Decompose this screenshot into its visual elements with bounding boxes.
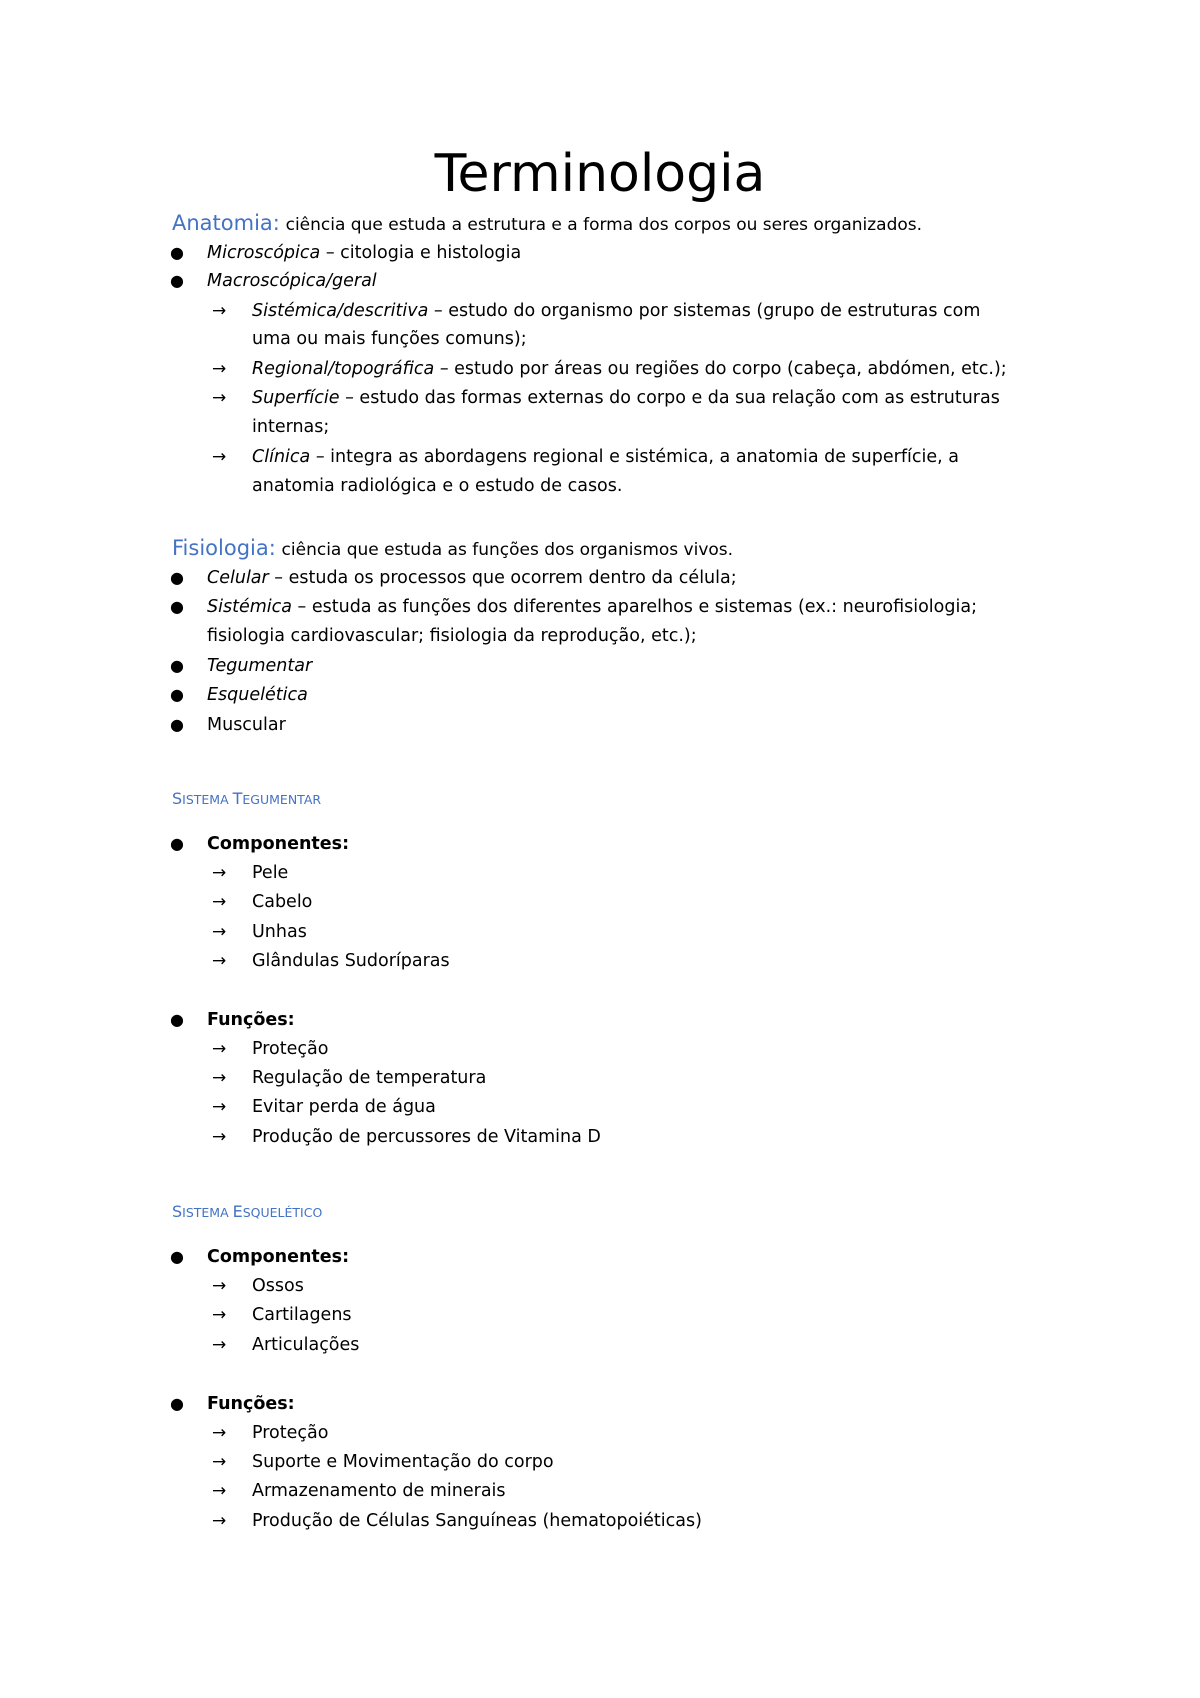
bullet-icon: ●	[170, 597, 184, 616]
heading-initial: T	[232, 789, 243, 808]
item-name: Celular	[207, 568, 269, 588]
item-text: Suporte e Movimentação do corpo	[252, 1452, 554, 1472]
item-desc-continuation: internas;	[252, 417, 330, 437]
item-text: Armazenamento de minerais	[252, 1481, 506, 1501]
bullet-icon: ●	[170, 243, 184, 262]
arrow-icon: →	[212, 359, 227, 379]
arrow-icon: →	[212, 1276, 227, 1296]
bullet-icon: ●	[170, 1247, 184, 1266]
arrow-icon: →	[212, 951, 227, 971]
item-name: Muscular	[207, 715, 286, 735]
componentes-label: Componentes:	[207, 834, 350, 854]
arrow-icon: →	[212, 1423, 227, 1443]
arrow-icon: →	[212, 1452, 227, 1472]
item-desc: – estudo por áreas ou regiões do corpo (cabeça, abdómen, etc.);	[434, 359, 1007, 379]
fisiologia-term: Fisiologia:	[172, 536, 276, 560]
item-name: Tegumentar	[207, 656, 313, 676]
componentes-label: Componentes:	[207, 1247, 350, 1267]
item-name: Regional/topográfica	[252, 359, 435, 379]
item-text: Glândulas Sudoríparas	[252, 951, 450, 971]
arrow-icon: →	[212, 1127, 227, 1147]
heading-smallcaps: ISTEMA	[182, 792, 233, 807]
anatomia-definition	[172, 210, 922, 236]
item-desc-continuation: fisiologia cardiovascular; fisiologia da reprodução, etc.);	[207, 626, 697, 646]
item-text: Evitar perda de água	[252, 1097, 436, 1117]
item-name: Esquelética	[207, 685, 308, 705]
bullet-icon: ●	[170, 568, 184, 587]
item-text: Pele	[252, 863, 289, 883]
heading-initial: S	[172, 789, 183, 808]
arrow-icon: →	[212, 1097, 227, 1117]
arrow-icon: →	[212, 863, 227, 883]
item-desc: – citologia e histologia	[320, 243, 522, 263]
item-name: Sistémica	[207, 597, 292, 617]
arrow-icon: →	[212, 1039, 227, 1059]
item-desc: – estudo das formas externas do corpo e da sua relação com as estruturas	[339, 388, 1000, 408]
arrow-icon: →	[212, 301, 227, 321]
arrow-icon: →	[212, 1335, 227, 1355]
heading-smallcaps: SQUELÉTICO	[242, 1205, 323, 1220]
bullet-icon: ●	[170, 271, 184, 290]
arrow-icon: →	[212, 892, 227, 912]
heading-initial: E	[232, 1202, 243, 1221]
bullet-icon: ●	[170, 1010, 184, 1029]
heading-smallcaps: ISTEMA	[182, 1205, 233, 1220]
item-name: Microscópica	[207, 243, 321, 263]
arrow-icon: →	[212, 922, 227, 942]
item-desc-continuation: anatomia radiológica e o estudo de casos.	[252, 476, 623, 496]
item-desc: – estudo do organismo por sistemas (grupo de estruturas com	[428, 301, 981, 321]
section-heading-tegumentar	[172, 788, 321, 811]
item-name: Superfície	[252, 388, 340, 408]
page-title: Terminologia	[434, 144, 766, 204]
bullet-icon: ●	[170, 656, 184, 675]
bullet-icon: ●	[170, 715, 184, 734]
bullet-icon: ●	[170, 685, 184, 704]
section-heading-esqueletico	[172, 1201, 322, 1224]
item-text: Cabelo	[252, 892, 313, 912]
item-text: Produção de Células Sanguíneas (hematopoiéticas)	[252, 1511, 702, 1531]
arrow-icon: →	[212, 1068, 227, 1088]
funcoes-label: Funções:	[207, 1394, 295, 1414]
fisiologia-description: ciência que estuda as funções dos organismos vivos.	[281, 540, 734, 560]
item-text: Ossos	[252, 1276, 304, 1296]
arrow-icon: →	[212, 1481, 227, 1501]
item-text: Produção de percussores de Vitamina D	[252, 1127, 601, 1147]
item-text: Proteção	[252, 1423, 329, 1443]
arrow-icon: →	[212, 1305, 227, 1325]
arrow-icon: →	[212, 1511, 227, 1531]
bullet-icon: ●	[170, 834, 184, 853]
item-text: Regulação de temperatura	[252, 1068, 487, 1088]
item-desc: – integra as abordagens regional e sistémica, a anatomia de superfície, a	[310, 447, 959, 467]
item-text: Proteção	[252, 1039, 329, 1059]
item-text: Unhas	[252, 922, 307, 942]
anatomia-description: ciência que estuda a estrutura e a forma dos corpos ou seres organizados.	[285, 215, 923, 235]
arrow-icon: →	[212, 447, 227, 467]
fisiologia-definition	[172, 535, 733, 561]
item-name: Sistémica/descritiva	[252, 301, 429, 321]
heading-initial: S	[172, 1202, 183, 1221]
funcoes-label: Funções:	[207, 1010, 295, 1030]
item-desc-continuation: uma ou mais funções comuns);	[252, 329, 527, 349]
item-name: Macroscópica/geral	[207, 271, 377, 291]
arrow-icon: →	[212, 388, 227, 408]
item-text: Cartilagens	[252, 1305, 352, 1325]
anatomia-term: Anatomia:	[172, 211, 280, 235]
item-desc: – estuda as funções dos diferentes aparelhos e sistemas (ex.: neurofisiologia;	[291, 597, 977, 617]
item-desc: – estuda os processos que ocorrem dentro da célula;	[268, 568, 737, 588]
heading-smallcaps: EGUMENTAR	[242, 792, 322, 807]
bullet-icon: ●	[170, 1394, 184, 1413]
item-text: Articulações	[252, 1335, 360, 1355]
item-name: Clínica	[252, 447, 311, 467]
